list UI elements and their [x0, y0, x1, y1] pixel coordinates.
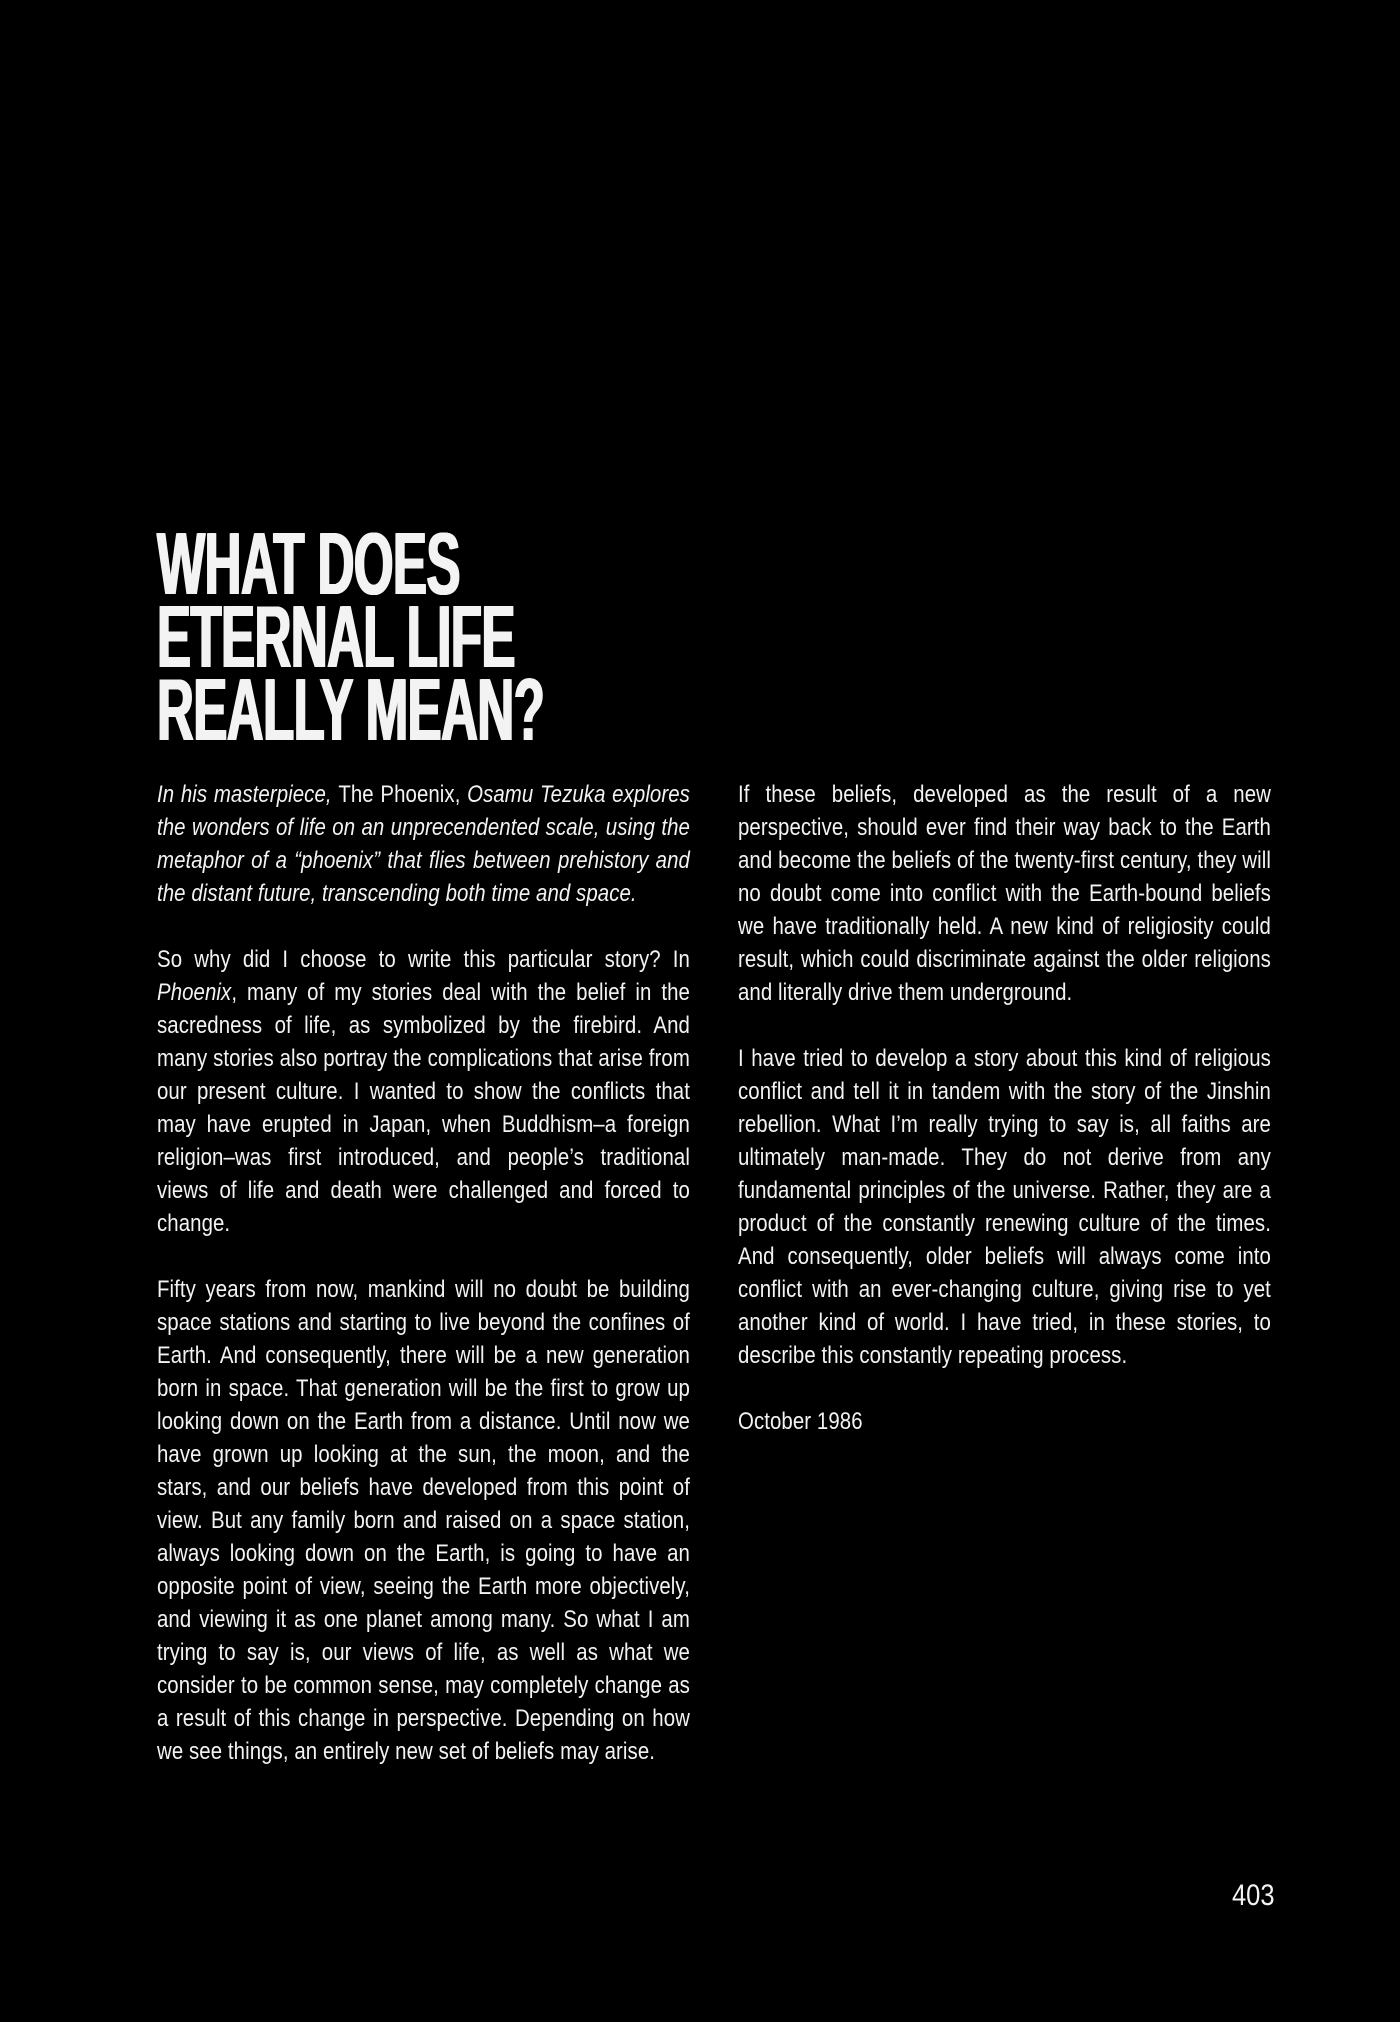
text-run: , many of my stories deal with the belief in the sacredness of life, as symbolized by the firebird. And many stories also portray the complications that arise from our present culture. I wanted to show the conflicts that may have erupted in Japan, when Buddhism–a foreign religion–was first introduced, and people’s traditional views of life and death were challenged and forced to change.: [157, 979, 690, 1237]
text-run: In his masterpiece,: [157, 781, 339, 808]
text-run: Fifty years from now, mankind will no doubt be building space stations and starting to live beyond the confines of Earth. And consequently, there will be a new generation born in space. That generation will be the first to grow up looking down on the Earth from a distance. Until now we have grown up looking at the sun, the moon, and the stars, and our beliefs have developed from this point of view. But any family born and raised on a space station, always looking down on the Earth, is going to have an opposite point of view, seeing the Earth more objectively, and viewing it as one planet among many. So what I am trying to say is, our views of life, as well as what we consider to be common sense, may completely change as a result of this change in perspective. Depending on how we see things, an entirely new set of beliefs may arise.: [157, 1276, 690, 1765]
left-column: [157, 778, 690, 1768]
text-run: So why did I choose to write this particular story? In: [157, 946, 690, 973]
text-run: I have tried to develop a story about this kind of religious conflict and tell it in tandem with the story of the Jinshin rebellion. What I’m really trying to say is, all faiths are ultimately man-made. They do not derive from any fundamental principles of the universe. Rather, they are a product of the constantly renewing culture of the times. And consequently, older beliefs will always come into conflict with an ever-changing culture, giving rise to yet another kind of world. I have tried, in these stories, to describe this constantly repeating process.: [738, 1045, 1271, 1369]
date-line: October 1986: [738, 1408, 863, 1435]
body-paragraph-2: [157, 1273, 690, 1768]
text-run: Phoenix: [157, 979, 232, 1006]
title-line-1: WHAT DOES: [157, 514, 460, 613]
title-line-3: REALLY MEAN?: [157, 660, 545, 759]
page-title: [157, 514, 825, 759]
title-line-2: ETERNAL LIFE: [157, 587, 515, 686]
text-run: The Phoenix,: [338, 781, 468, 808]
body-paragraph-4: [738, 1042, 1271, 1372]
text-run: If these beliefs, developed as the result of a new perspective, should ever find their way back to the Earth and become the beliefs of the twenty-first century, they will no doubt come into conflict with the Earth-bound beliefs we have traditionally held. A new kind of religiosity could result, which could discriminate against the older religions and literally drive them underground.: [738, 781, 1271, 1006]
body-paragraph-3: [738, 778, 1271, 1009]
text-run: Osamu Tezuka explores the wonders of life on an unprecendented scale, using the metaphor of a “phoenix” that flies between prehistory and the distant future, transcending both time and space.: [157, 781, 690, 907]
intro-paragraph: [157, 778, 690, 910]
page-number: 403: [1232, 1879, 1275, 1912]
right-column: [738, 778, 1271, 1438]
body-paragraph-1: [157, 943, 690, 1240]
